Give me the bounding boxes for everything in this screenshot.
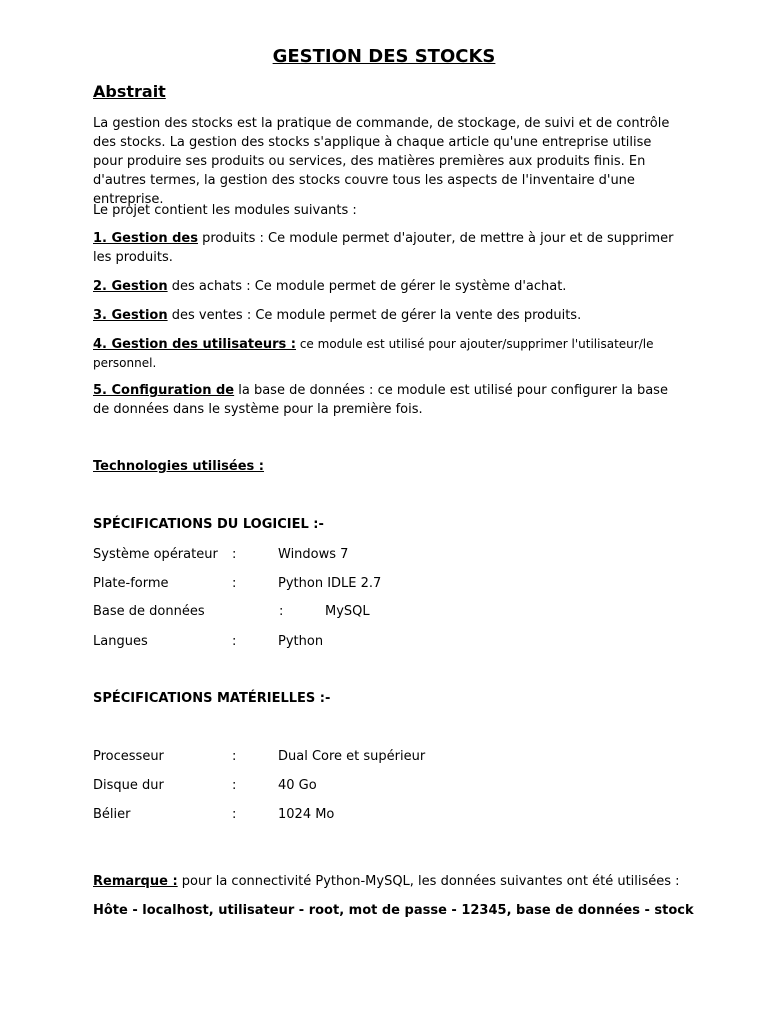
connectivity-note bbox=[93, 874, 680, 889]
spec-value: Dual Core et supérieur bbox=[278, 749, 426, 764]
modules-intro: Le projet contient les modules suivants : bbox=[93, 203, 357, 218]
spec-value: Windows 7 bbox=[278, 547, 349, 562]
spec-label: Plate-forme bbox=[93, 576, 169, 591]
spec-separator: : bbox=[232, 634, 237, 649]
module-prefix: 3. Gestion bbox=[93, 308, 168, 323]
module-item-purchases bbox=[93, 277, 683, 296]
spec-separator: : bbox=[232, 547, 237, 562]
hardware-specs-heading: SPÉCIFICATIONS MATÉRIELLES :- bbox=[93, 691, 331, 706]
module-prefix: 2. Gestion bbox=[93, 279, 168, 294]
spec-label: Langues bbox=[93, 634, 148, 649]
spec-label: Processeur bbox=[93, 749, 164, 764]
spec-separator: : bbox=[232, 576, 237, 591]
spec-label: Base de données bbox=[93, 604, 205, 619]
spec-value: 40 Go bbox=[278, 778, 317, 793]
spec-separator: : bbox=[232, 749, 237, 764]
abstract-paragraph: La gestion des stocks est la pratique de commande, de stockage, de suivi et de contrôle des stocks. La gestion des stocks s'applique à chaque article qu'une entreprise utilise pour produire ses produits ou services, des matières premières aux produits finis. En d'autres termes, la gestion des stocks couvre tous les aspects de l'inventaire d'une entreprise. bbox=[93, 116, 670, 207]
spec-label: Disque dur bbox=[93, 778, 164, 793]
module-prefix: 4. Gestion des utilisateurs : bbox=[93, 337, 297, 352]
spec-separator: : bbox=[279, 604, 284, 619]
module-text: des achats : Ce module permet de gérer le système d'achat. bbox=[167, 279, 567, 294]
spec-value: 1024 Mo bbox=[278, 807, 335, 822]
module-item-users bbox=[93, 335, 683, 373]
module-text: ce module est utilisé pour ajouter/supprimer l'utilisateur/le personnel. bbox=[93, 337, 654, 370]
module-text: des ventes : Ce module permet de gérer la vente des produits. bbox=[167, 308, 582, 323]
note-label: Remarque : bbox=[93, 874, 178, 889]
module-item-sales bbox=[93, 306, 683, 325]
spec-separator: : bbox=[232, 778, 237, 793]
module-prefix: 5. Configuration de bbox=[93, 383, 235, 398]
spec-separator: : bbox=[232, 807, 237, 822]
technologies-heading: Technologies utilisées : bbox=[93, 459, 265, 474]
spec-label: Bélier bbox=[93, 807, 131, 822]
note-text: pour la connectivité Python-MySQL, les données suivantes ont été utilisées : bbox=[177, 874, 680, 889]
module-item-database-config bbox=[93, 381, 683, 419]
module-item-products bbox=[93, 229, 683, 267]
connection-credentials: Hôte - localhost, utilisateur - root, mot de passe - 12345, base de données - stock bbox=[93, 903, 694, 918]
software-specs-heading: SPÉCIFICATIONS DU LOGICIEL :- bbox=[93, 517, 324, 532]
document-title: GESTION DES STOCKS bbox=[272, 46, 496, 67]
module-prefix: 1. Gestion des bbox=[93, 231, 198, 246]
abstract-heading: Abstrait bbox=[93, 82, 166, 101]
spec-value: MySQL bbox=[325, 604, 370, 619]
spec-value: Python IDLE 2.7 bbox=[278, 576, 382, 591]
spec-value: Python bbox=[278, 634, 324, 649]
module-text: la base de données : ce module est utilisé pour configurer la base de données dans le système pour la première fois. bbox=[93, 383, 668, 417]
module-text: produits : Ce module permet d'ajouter, de mettre à jour et de supprimer les produits. bbox=[93, 231, 674, 265]
spec-label: Système opérateur bbox=[93, 547, 218, 562]
